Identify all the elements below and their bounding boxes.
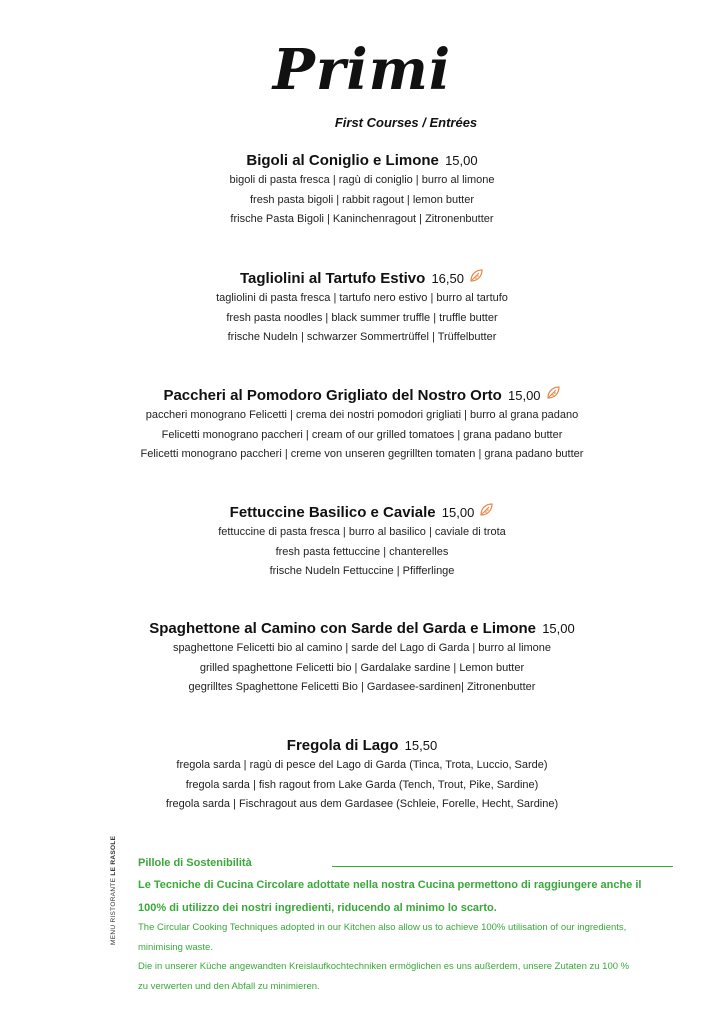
leaf-icon (478, 502, 494, 518)
menu-item (0, 385, 724, 465)
menu-item-desc-en: fresh pasta fettuccine | chanterelles (275, 545, 449, 558)
sustainability-lead-2: 100% di utilizzo dei nostri ingredienti, riducendo al minimo lo scarto. (138, 902, 497, 914)
menu-item-desc-it: fregola sarda | ragù di pesce del Lago di Garda (Tinca, Trota, Luccio, Sarde) (176, 759, 548, 771)
menu-item-desc-de: frische Nudeln Fettuccine | Pfifferlinge (269, 565, 455, 577)
sustainability-de-2: zu verwerten und den Abfall zu minimieren. (138, 980, 320, 992)
leaf-icon (468, 268, 484, 284)
menu-item-name: Bigoli al Coniglio e Limone (246, 152, 439, 169)
menu-item-desc-de: Felicetti monograno paccheri | creme von unseren gegrillten tomaten | grana padano butter (140, 448, 584, 460)
menu-item-heading (0, 268, 724, 289)
menu-item-name: Spaghettone al Camino con Sarde del Garda e Limone (149, 620, 537, 637)
menu-item-desc-en: grilled spaghettone Felicetti bio | Gardalake sardine | Lemon butter (199, 661, 525, 674)
menu-item-desc-it: paccheri monograno Felicetti | crema dei nostri pomodori grigliati | burro al grana padano (145, 409, 579, 421)
menu-item-desc-en: fresh pasta noodles | black summer truffle | truffle butter (226, 311, 498, 324)
menu-item-price: 15,00 (445, 153, 478, 168)
menu-item-desc-de: gegrilltes Spaghettone Felicetti Bio | Gardasee-sardinen| Zitronenbutter (188, 681, 536, 693)
menu-item-desc-de: frische Pasta Bigoli | Kaninchenragout | Zitronenbutter (230, 213, 494, 225)
menu-item-desc-de: fregola sarda | Fischragout aus dem Gardasee (Schleie, Forelle, Hecht, Sardine) (165, 798, 559, 810)
menu-item (0, 151, 724, 230)
menu-item-desc-it: tagliolini di pasta fresca | tartufo nero estivo | burro al tartufo (216, 292, 508, 304)
menu-item (0, 619, 724, 698)
sustainability-lead-1: Le Tecniche di Cucina Circolare adottate nella nostra Cucina permettono di raggiungere anche il (138, 879, 642, 891)
menu-item-heading (0, 385, 724, 406)
page-subtitle: First Courses / Entrées (334, 115, 478, 130)
sustainability-section (138, 854, 713, 996)
menu-item (0, 502, 724, 582)
menu-item-name: Tagliolini al Tartufo Estivo (239, 270, 426, 287)
menu-item-desc-it: spaghettone Felicetti bio al camino | sarde del Lago di Garda | burro al limone (172, 642, 552, 654)
leaf-icon (545, 385, 561, 401)
side-label (110, 836, 117, 945)
menu-item-price: 15,00 (441, 505, 475, 520)
menu-item-desc-de: frische Nudeln | schwarzer Sommertrüffel | Trüffelbutter (227, 331, 497, 343)
sustainability-title: Pillole di Sostenibilità (138, 857, 252, 869)
menu-item-name: Fregola di Lago (286, 737, 399, 754)
sustainability-en-2: minimising waste. (138, 941, 213, 953)
menu-item-heading (0, 736, 724, 756)
menu-item-desc-en: Felicetti monograno paccheri | cream of our grilled tomatoes | grana padano butter (161, 428, 563, 441)
menu-item-desc-it: fettuccine di pasta fresca | burro al basilico | caviale di trota (218, 526, 506, 538)
sustainability-en-1: The Circular Cooking Techniques adopted in our Kitchen also allow us to achieve 100% utilisation of our ingredients, (138, 922, 627, 933)
menu-item (0, 268, 724, 348)
menu-item-price: 15,50 (404, 738, 438, 753)
menu-item-heading (0, 151, 724, 171)
menu-item-desc-en: fregola sarda | fish ragout from Lake Garda (Tench, Trout, Pike, Sardine) (185, 778, 539, 791)
side-label-brand: LE RASOLE (110, 835, 117, 876)
menu-item-price: 15,00 (542, 621, 575, 636)
menu-item-desc-it: bigoli di pasta fresca | ragù di coniglio | burro al limone (229, 174, 495, 186)
page-title: Primi (272, 37, 452, 103)
menu-item-desc-en: fresh pasta bigoli | rabbit ragout | lemon butter (249, 193, 474, 206)
menu-item (0, 736, 724, 815)
menu-item-heading (0, 619, 724, 639)
menu-item-name: Paccheri al Pomodoro Grigliato del Nostro Orto (163, 387, 502, 404)
menu-item-name: Fettuccine Basilico e Caviale (229, 504, 436, 521)
side-label-prefix: MENU RISTORANTE (110, 877, 117, 945)
menu-item-heading (0, 502, 724, 523)
sustainability-divider (332, 866, 673, 867)
menu-item-price: 16,50 (431, 271, 464, 286)
sustainability-de-1: Die in unserer Küche angewandten Kreislaufkochtechniken ermöglichen es uns außerdem, unsere Zutaten zu 100 % (138, 961, 630, 972)
menu-item-price: 15,00 (508, 388, 541, 403)
